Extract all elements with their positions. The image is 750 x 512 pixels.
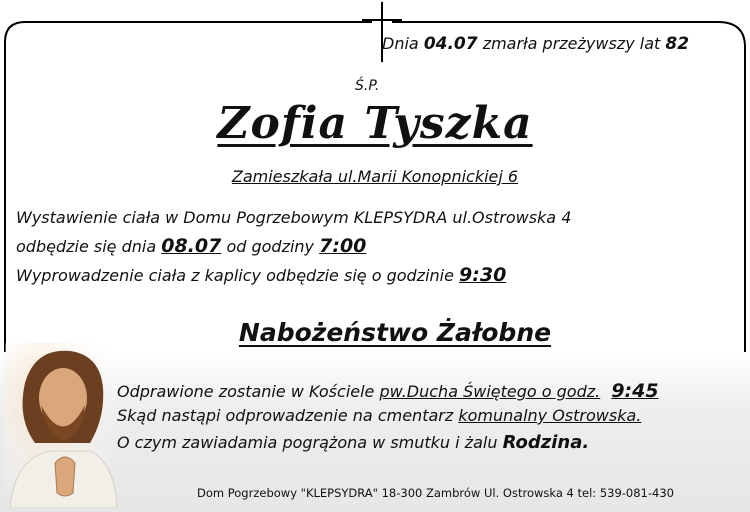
viewing-line3-prefix: Wyprowadzenie ciała z kaplicy odbędzie się o godzinie — [16, 266, 454, 285]
departure-time: 9:30 — [459, 264, 507, 286]
service-line-3 — [117, 432, 589, 453]
service-title: Nabożeństwo Żałobne — [238, 318, 552, 347]
service-line2-prefix: Skąd nastąpi odprowadzenie na cmentarz — [117, 406, 454, 425]
viewing-date: 08.07 — [161, 235, 222, 257]
frame-right-line — [392, 22, 745, 352]
funeral-home-footer: Dom Pogrzebowy "KLEPSYDRA" 18-300 Zambrów Ul. Ostrowska 4 tel: 539-081-430 — [197, 486, 674, 500]
viewing-line2-prefix: odbędzie się dnia — [16, 237, 157, 256]
service-time: 9:45 — [611, 380, 659, 402]
header-prefix: Dnia — [382, 34, 419, 53]
residence-line: Zamieszkała ul.Marii Konopnickiej 6 — [231, 167, 519, 186]
praying-jesus-image — [5, 343, 120, 508]
death-date-line — [382, 34, 689, 54]
deceased-name-wrapper — [0, 98, 750, 149]
cemetery-name: komunalny Ostrowska. — [458, 406, 642, 425]
church-name: pw.Ducha Świętego o godz. — [379, 382, 601, 401]
viewing-line-1: Wystawienie ciała w Domu Pogrzebowym KLEPSYDRA ul.Ostrowska 4 — [16, 208, 572, 227]
service-line-1 — [117, 380, 659, 402]
header-middle: zmarła przeżywszy lat — [482, 34, 661, 53]
service-line1-prefix: Odprawione zostanie w Kościele — [117, 382, 375, 401]
death-date: 04.07 — [423, 34, 478, 54]
viewing-line2-middle: od godziny — [226, 237, 315, 256]
frame-left-line — [5, 22, 372, 352]
service-line3-prefix: O czym zawiadamia pogrążona w smutku i żalu — [117, 433, 498, 452]
sp-label: Ś.P. — [355, 78, 380, 94]
viewing-line-2 — [16, 235, 366, 257]
deceased-name: Zofia Tyszka — [217, 98, 533, 149]
family-signature: Rodzina. — [502, 432, 590, 453]
service-line-2 — [117, 406, 641, 425]
viewing-line-3 — [16, 264, 506, 286]
age-value: 82 — [665, 34, 690, 54]
viewing-time: 7:00 — [319, 235, 367, 257]
